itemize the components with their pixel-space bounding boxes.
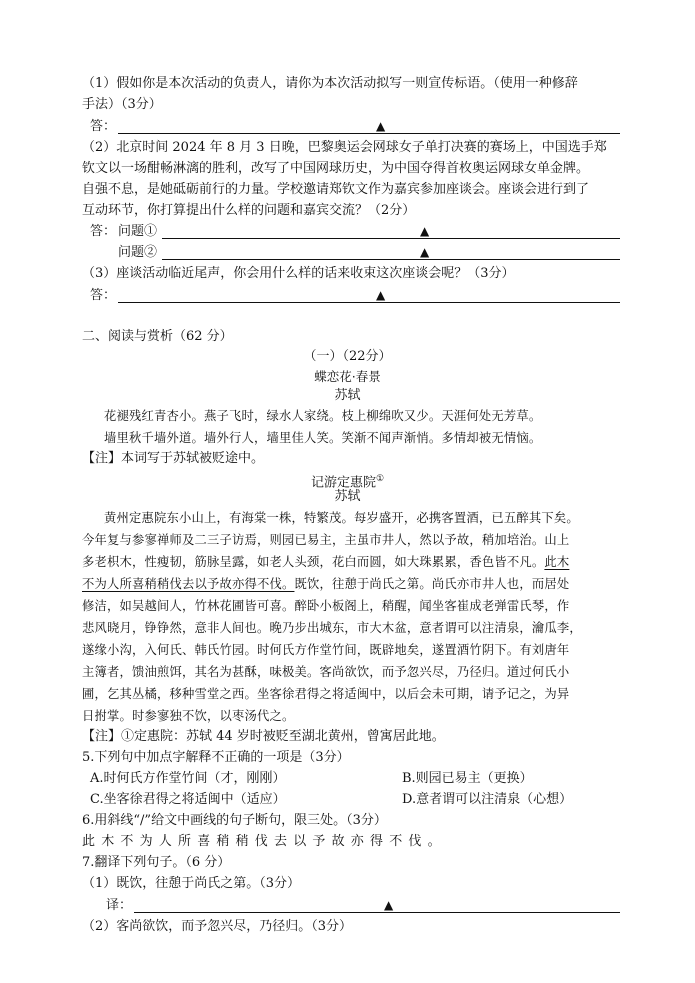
triangle-marker-icon: ▲ [384,898,394,912]
question-1-label: 问题① [118,224,158,239]
q5-option-a[interactable]: A.时何氏方作堂竹间（才，刚刚） [90,771,286,786]
answer-blank-line[interactable] [162,238,620,239]
essay-line: 日拊掌。时参寥独不饮，以枣汤代之。 [82,709,295,723]
q5-option-b[interactable]: B.则园已易主（更换） [402,771,533,786]
q2-answer-row-1[interactable] [90,222,620,242]
q2-line-3: 自强不息，是她砥砺前行的力量。学校邀请郑钦文作为嘉宾参加座谈会。座谈会进行到了 [82,182,590,197]
essay-line: 今年复与参寥禅师及二三子访焉，则园已易主，主虽市井人，然以予故，稍加培治。山上 [82,533,570,547]
section-heading: 二、阅读与赏析（62 分） [82,329,233,344]
essay-line-text: 多老枳木，性瘦韧，筋脉呈露，如老人头颈，花白而圆，如大珠累累，香色皆不凡。 [82,555,545,569]
essay-line: 悲风晓月，铮铮然，意非人间也。晚乃步出城东，市大木盆，意者谓可以注清泉，瀹瓜李， [82,621,582,635]
q7-sub-2: （2）客尚欲饮，而予忽兴尽，乃径归。（3分） [82,919,353,934]
q2-answer-row-2[interactable] [90,243,620,263]
essay-line-text: 既饮，往憩于尚氏之第。尚氏亦市井人也，而居处 [294,577,570,591]
answer-label: 答： [90,288,117,303]
essay-line: 遂缘小沟，入何氏、韩氏竹园。时何氏方作堂竹间，既辟地矣，遂置酒竹阴下。有刘唐年 [82,643,570,657]
essay-line: 修洁，如吴越间人，竹林花圃皆可喜。醉卧小板阁上，稍醒，闻坐客崔成老弹雷氏琴，作 [82,599,570,613]
triangle-marker-icon: ▲ [376,119,386,133]
poem-author: 苏轼 [334,388,361,403]
q1-line-1: （1）假如你是本次活动的负责人，请你为本次活动拟写一则宣传标语。（使用一种修辞 [82,76,578,91]
essay-line: 主簿者，馈油煎饵，其名为甚酥，味极美。客尚欲饮，而予忽兴尽，乃径归。道过何氏小 [82,665,570,679]
poem-title: 蝶恋花·春景 [314,369,381,384]
q3-line-1: （3）座谈活动临近尾声，你会用什么样的话来收束这次座谈会呢？（3分） [82,266,515,281]
essay-line [82,574,569,594]
q5-option-c[interactable]: C.坐客徐君得之将适闽中（适应） [90,792,286,807]
essay-title-text: 记游定惠院 [310,475,376,491]
footnote-marker: ① [375,474,385,484]
translate-label: 译： [106,898,133,913]
essay-author: 苏轼 [334,489,361,504]
underlined-sentence-start: 此木 [544,555,570,569]
q7-answer-row[interactable] [106,896,620,916]
q6-sentence[interactable]: 此木不为人所喜稍稍伐去以予故亦得不伐。 [82,834,447,849]
answer-blank-line[interactable] [134,912,620,913]
underlined-sentence: 不为人所喜稍稍伐去以予故亦得不伐。 [82,577,295,591]
q5-option-d[interactable]: D.意者谓可以注清泉（心想） [402,792,573,807]
essay-note: 【注】①定惠院：苏轼 44 岁时被贬至湖北黄州，曾寓居此地。 [82,729,445,744]
triangle-marker-icon: ▲ [376,288,386,302]
essay-line [82,552,569,572]
q1-answer-row[interactable] [90,117,620,137]
answer-blank-line[interactable] [118,302,620,303]
q2-line-1: （2）北京时间 2024 年 8 月 3 日晚，巴黎奥运会网球女子单打决赛的赛场上，中国选手郑 [82,140,607,155]
answer-label: 答： [90,224,117,239]
triangle-marker-icon: ▲ [420,245,430,259]
essay-line: 圃，乞其丛橘，移种雪堂之西。坐客徐君得之将适闽中，以后会未可期，请予记之，为异 [82,687,570,701]
q5-stem: 5.下列句中加点字解释不正确的一项是（3分） [82,750,350,765]
q2-line-2: 钦文以一场酣畅淋漓的胜利，改写了中国网球历史，为中国夺得首枚奥运网球女单金牌。 [82,161,590,176]
q6-stem: 6.用斜线“/”给文中画线的句子断句，限三处。（3分） [82,813,387,828]
triangle-marker-icon: ▲ [420,224,430,238]
q7-stem: 7.翻译下列句子。（6 分） [82,855,231,870]
poem-line-2: 墙里秋千墙外道。墙外行人，墙里佳人笑。笑渐不闻声渐悄。多情却被无情恼。 [104,431,542,445]
answer-blank-line[interactable] [162,259,620,260]
question-2-label: 问题② [118,245,158,260]
q7-sub-1: （1）既饮，往憩于尚氏之第。（3分） [82,876,301,891]
answer-label: 答： [90,119,117,134]
poem-line-1: 花褪残红青杏小。燕子飞时，绿水人家绕。枝上柳绵吹又少。天涯何处无芳草。 [104,409,542,423]
q1-line-2: 手法）（3分） [82,97,162,112]
poem-note: 【注】本词写于苏轼被贬途中。 [82,451,265,466]
essay-line: 黄州定惠院东小山上，有海棠一株，特繁茂。每岁盛开，必携客置酒，已五醉其下矣。 [104,511,579,525]
part-heading: （一）（22分） [303,349,392,364]
q2-line-4: 互动环节，你打算提出什么样的问题和嘉宾交流？（2分） [82,203,416,218]
q3-answer-row[interactable] [90,286,620,306]
answer-blank-line[interactable] [118,133,620,134]
